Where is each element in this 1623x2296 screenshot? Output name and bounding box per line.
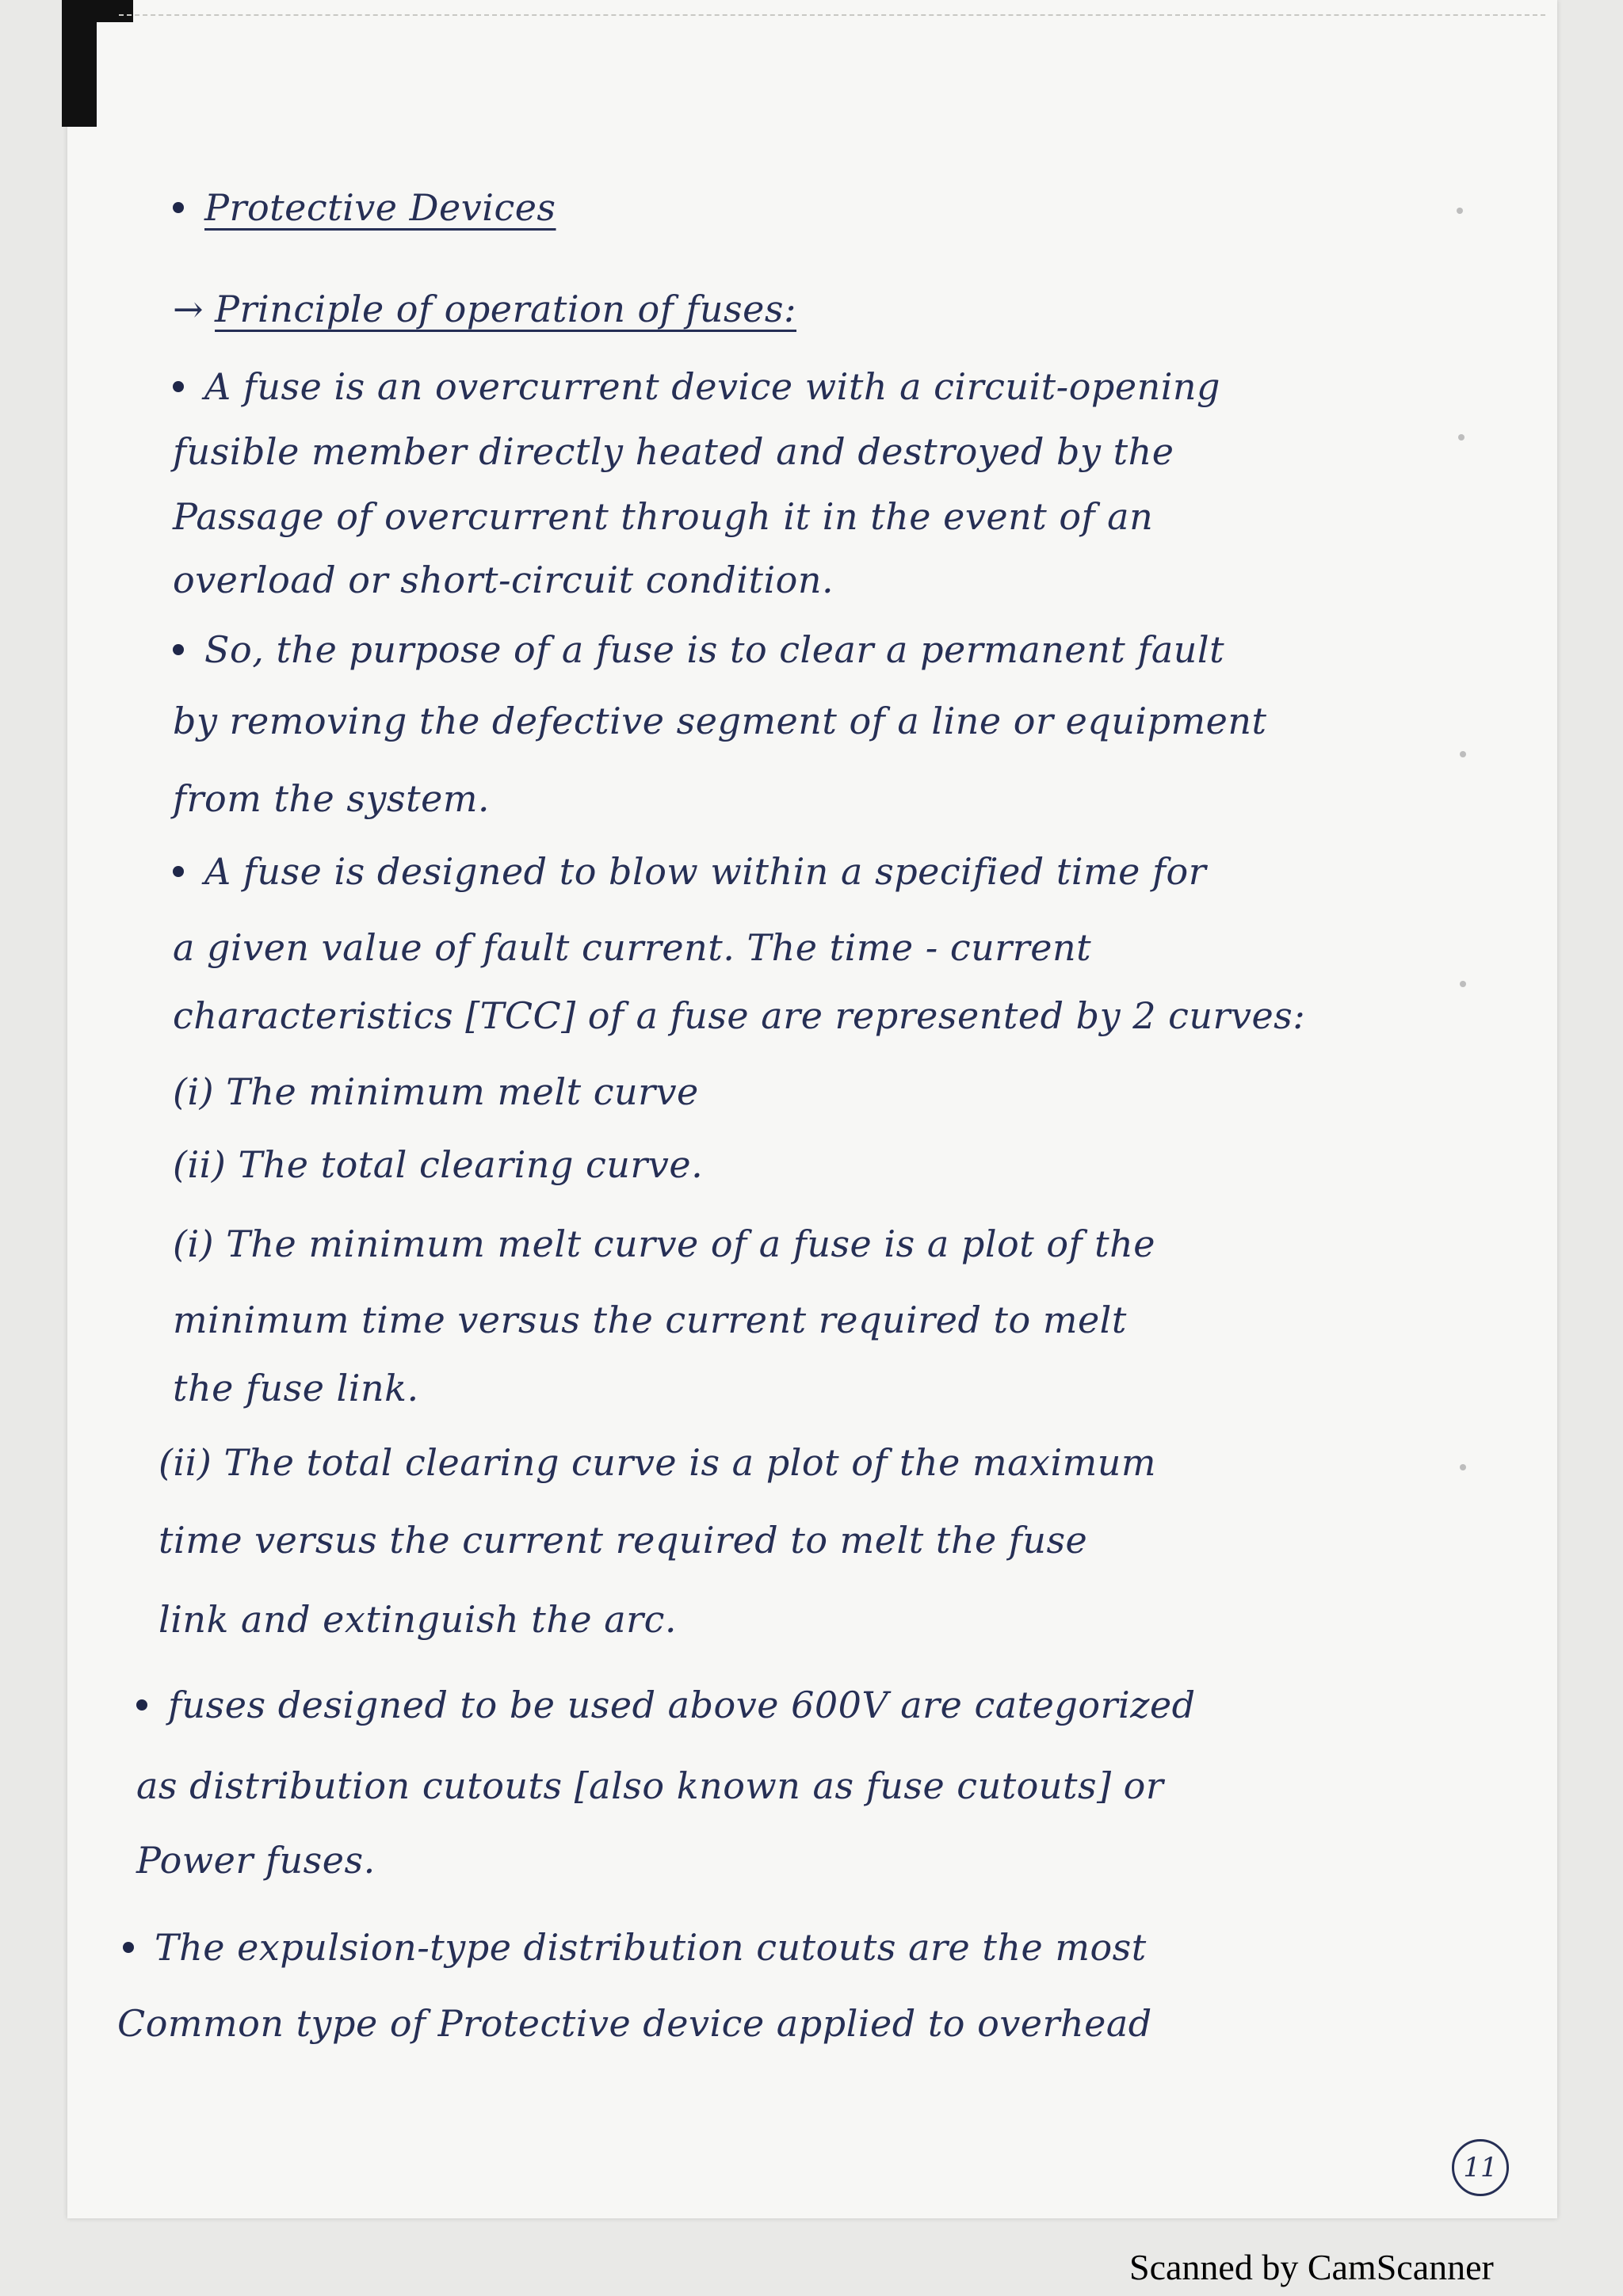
subheading [173, 285, 796, 333]
bullet-icon [173, 866, 184, 877]
page-number: 11 [1452, 2139, 1509, 2196]
margin-speck [1460, 981, 1466, 987]
margin-speck [1457, 208, 1463, 214]
heading [173, 184, 556, 231]
scanner-watermark: Scanned by CamScanner [1129, 2247, 1494, 2287]
text-line: Passage of overcurrent through it in the event of an [173, 495, 1154, 538]
text-line: overload or short-circuit condition. [173, 559, 834, 601]
bullet-icon [173, 202, 184, 213]
text-line: from the system. [173, 777, 491, 820]
text-line: a given value of fault current. The time - current [173, 926, 1092, 969]
text-line: (ii) The total clearing curve is a plot of the maximum [158, 1441, 1157, 1484]
text-line: Power fuses. [136, 1839, 376, 1882]
text-line: (i) The minimum melt curve of a fuse is a plot of the [173, 1222, 1156, 1265]
margin-speck [1460, 1464, 1466, 1470]
heading-text: Protective Devices [204, 186, 556, 229]
text-line: fusible member directly heated and destroyed by the [173, 430, 1174, 473]
text-line: A fuse is designed to blow within a specified time for [173, 848, 1206, 895]
text-line: by removing the defective segment of a line or equipment [173, 700, 1267, 742]
arrow-icon: → [173, 288, 204, 330]
margin-speck [1460, 751, 1466, 757]
text-line: minimum time versus the current required to melt [173, 1299, 1127, 1341]
margin-speck [1458, 434, 1465, 441]
text-line: time versus the current required to melt the fuse [158, 1519, 1088, 1562]
bullet-icon [136, 1699, 147, 1711]
page-top-edge [119, 6, 1545, 16]
text-line: characteristics [TCC] of a fuse are represented by 2 curves: [173, 994, 1306, 1037]
text-line: So, the purpose of a fuse is to clear a permanent fault [173, 626, 1224, 673]
text-line: the fuse link. [173, 1367, 419, 1409]
text-line: link and extinguish the arc. [158, 1598, 678, 1641]
text-line: (ii) The total clearing curve. [173, 1143, 704, 1186]
text-line: The expulsion-type distribution cutouts are the most [123, 1924, 1147, 1971]
bullet-icon [173, 644, 184, 655]
text-line: Common type of Protective device applied to overhead [117, 2002, 1152, 2045]
bullet-icon [173, 381, 184, 392]
text-line: fuses designed to be used above 600V are categorized [136, 1681, 1196, 1729]
text-line: (i) The minimum melt curve [173, 1070, 699, 1113]
text-line: as distribution cutouts [also known as fuse cutouts] or [136, 1764, 1164, 1807]
bullet-icon [123, 1942, 134, 1953]
text-line: A fuse is an overcurrent device with a circuit-opening [173, 363, 1220, 410]
subheading-text: Principle of operation of fuses: [215, 288, 796, 330]
